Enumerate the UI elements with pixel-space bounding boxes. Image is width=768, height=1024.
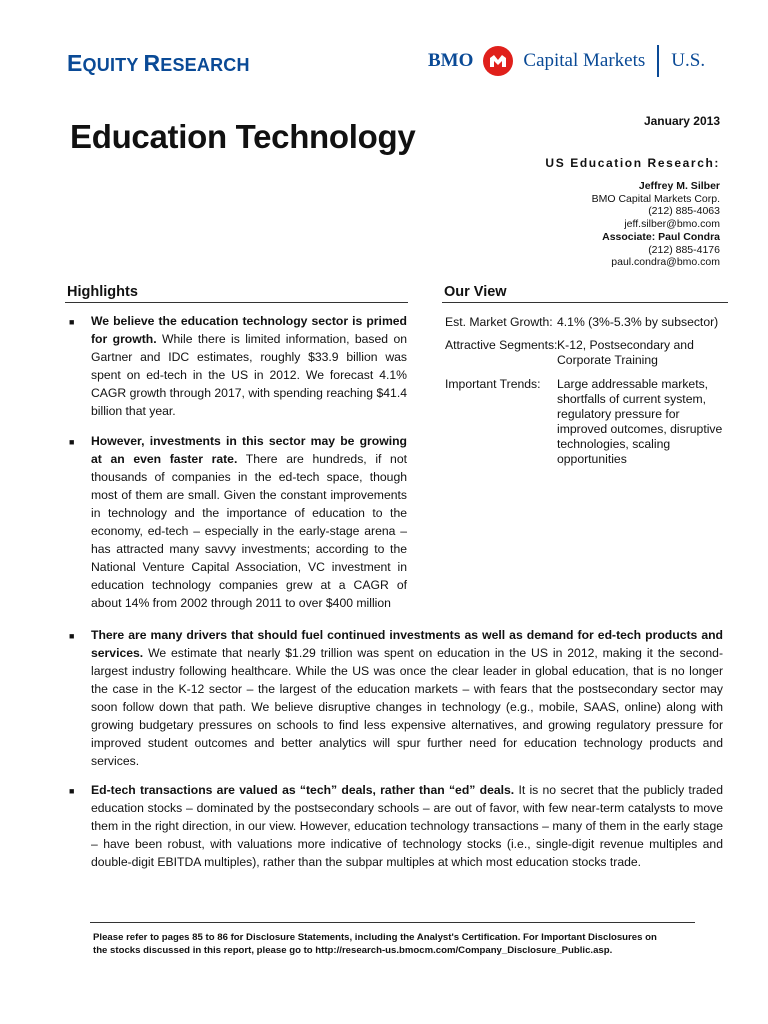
highlights-rule <box>65 302 408 303</box>
bmo-capital-markets-logo <box>428 44 705 78</box>
analyst-company: BMO Capital Markets Corp. <box>591 192 720 205</box>
footer-rule <box>90 922 695 923</box>
our-view-label: Important Trends: <box>445 377 541 391</box>
logo-divider <box>657 45 659 77</box>
footer-line: Please refer to pages 85 to 86 for Disclosure Statements, including the Analyst's Certification. For Important Disclosures on <box>93 932 657 943</box>
our-view-label: Attractive Segments: <box>445 338 558 352</box>
section-label: EQUITY RESEARCH <box>67 50 250 76</box>
associate-name: Associate: Paul Condra <box>602 231 720 243</box>
our-view-value: Large addressable markets, shortfalls of current system, regulatory pressure for improved outcomes, disruptive technologies, scaling opportunities <box>557 377 723 466</box>
analyst-contacts <box>592 180 720 269</box>
associate-email[interactable]: paul.condra@bmo.com <box>611 256 720 268</box>
disclosure-footer <box>93 932 657 957</box>
analyst-email[interactable]: jeff.silber@bmo.com <box>624 217 720 230</box>
research-group: US Education Research: <box>545 156 720 170</box>
highlight-item: We believe the education technology sector is primed for growth. While there is limited information, based on Gartner and IDC estimates, roughly $33.9 billion was spent on ed-tech in the US in 2012. We forecast 4.1% CAGR growth through 2017, with spending reaching $41.4 billion that year. <box>91 314 407 418</box>
page-title: Education Technology <box>70 118 416 155</box>
our-view-heading: Our View <box>444 284 507 300</box>
report-date: January 2013 <box>643 114 720 128</box>
analyst-phone: (212) 885-4063 <box>648 205 720 217</box>
associate-phone: (212) 885-4176 <box>648 243 720 256</box>
highlights-heading: Highlights <box>67 284 138 300</box>
our-view-rule <box>442 302 728 303</box>
footer-line[interactable]: the stocks discussed in this report, please go to http://research-us.bmocm.com/Company_Disclosure_Public.asp. <box>93 944 613 956</box>
bmo-roundel-icon <box>483 46 513 76</box>
highlight-item: Ed-tech transactions are valued as “tech” deals, rather than “ed” deals. It is no secret that the publicly traded education stocks – dominated by the postsecondary schools – are out of favor, with few near-term catalysts to move them in the right direction, in our view. However, education technology transactions – many of them in the early stage – have been robust, with valuations more indicative of technology stocks (i.e., single-digit revenue multiples and double-digit EBITDA multiples), rather than the subpar multiples at which most education stocks trade. <box>91 783 723 869</box>
highlight-item: However, investments in this sector may be growing at an even faster rate. There are hundreds, if not thousands of companies in the ed-tech space, though most of them are small. Given the constant improvements in technology and the importance of education to the economy, ed-tech – especially in the early-stage arena – has attracted many savvy investments; according to the National Venture Capital Association, VC investment in education technology companies grew at a CAGR of about 14% from 2002 through 2011 to over $400 million <box>91 434 407 610</box>
highlight-item: There are many drivers that should fuel continued investments as well as demand for ed-tech products and services. We estimate that nearly $1.29 trillion was spent on education in the US in 2012, making it the second-largest industry following healthcare. While the US was once the clear leader in global education, that is no longer the case in the K-12 sector – the largest of the education markets – with fears that the postsecondary sector may soon follow down that path. We believe disruptive changes in technology (e.g., mobile, SAAS, online) along with growing budgetary pressures on schools to find less expensive alternatives, and growing regulatory pressure for improved student outcomes and better analytics will spur further need for education technology products and services. <box>91 628 723 768</box>
bullet-icon: ■ <box>69 437 75 447</box>
logo-brand-text: Capital Markets <box>523 50 646 71</box>
bullet-icon: ■ <box>69 631 75 641</box>
bullet-icon: ■ <box>69 317 75 327</box>
logo-region-text: U.S. <box>671 50 706 71</box>
logo-bmo-text: BMO <box>428 50 474 71</box>
our-view-value: K-12, Postsecondary and Corporate Training <box>557 338 694 367</box>
analyst-name: Jeffrey M. Silber <box>638 180 720 192</box>
bullet-icon: ■ <box>69 786 75 796</box>
our-view-label: Est. Market Growth: <box>445 315 553 329</box>
our-view-value: 4.1% (3%-5.3% by subsector) <box>557 315 719 329</box>
